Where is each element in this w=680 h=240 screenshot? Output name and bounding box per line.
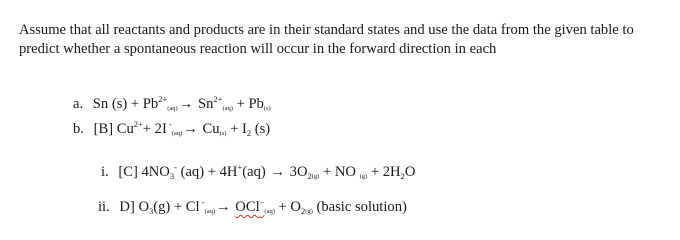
reaction-arrow: → xyxy=(270,164,285,180)
ocl-minus: OCl− xyxy=(235,197,265,215)
item-ii-label: ii. xyxy=(98,199,110,215)
item-i-label: i. xyxy=(101,164,109,180)
reaction-arrow: → xyxy=(178,96,194,112)
item-a: a. Sn $(s) + Pb^{2+}(aq)\to Sn^{2+}(aq) + Pb(s)$ xyxy=(73,94,271,112)
item-b: b. [B] $Cu^{2+}+ 2I$ $^-(aq)\to Cu(s) + I_2$ (s) xyxy=(73,119,271,138)
item-ii: ii. D] $O_3(g) + Cl$ $^-(aq)\to OCl^-(aq) + O_2(g)$ (basic solution) xyxy=(98,197,407,216)
item-i: i. [C] $4NO_3^-$ $(aq) + 4H^+(aq) \to 3O_2(g)$ + NO $(g) + 2H_2O$ xyxy=(101,162,416,181)
reaction-arrow: → xyxy=(183,121,198,137)
item-a-label: a. xyxy=(73,96,84,112)
item-b-label: b. xyxy=(73,121,84,137)
intro-paragraph: Assume that all reactants and products are in their standard states and use the data from the given table to predict whether a spontaneous reaction will occur in the forward direction in each xyxy=(19,22,634,57)
reaction-arrow: → xyxy=(216,199,231,215)
